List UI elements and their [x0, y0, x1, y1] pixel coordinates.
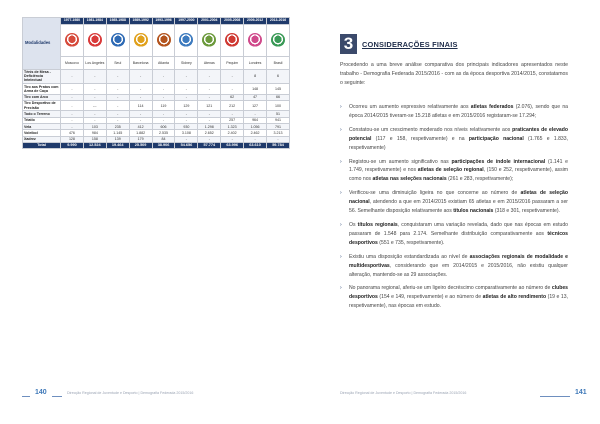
sport-name: Vela: [23, 123, 61, 129]
table-body: [23, 69, 290, 149]
right-page: [300, 0, 600, 424]
table-cell: -: [175, 69, 198, 84]
host-cities-row: [23, 57, 290, 69]
finding-text: , conquistaram uma variação revelada, dado que nas épocas em estudo passaram de 1.548 para 2.174. Semelhante distribuição comparativamente aos: [349, 221, 568, 237]
table-cell: -: [198, 111, 221, 117]
table-cell: -: [83, 111, 106, 117]
finding-text: (2.076), sendo que na época 2014/2015 tiveram-se 15.218 atletas e em 2015/2016 registaram-se 17.294;: [349, 104, 568, 119]
total-cell: 54.656: [175, 142, 198, 149]
total-cell: 25.509: [129, 142, 152, 149]
sport-name: Tiro aos Pratos com Arma de Caça: [24, 84, 59, 93]
finding-keyword: atletas de alto rendimento: [482, 294, 547, 301]
bullet-chevron-icon: ›: [340, 190, 342, 197]
period-header: 1997-2000: [175, 18, 198, 25]
footer-rule-left: [22, 396, 30, 397]
finding-text: Verificou-se uma diminuição ligeira no que concerne ao número de: [349, 190, 521, 197]
table-cell: 84: [152, 136, 175, 142]
table-cell: -: [152, 94, 175, 100]
modalities-table-wrap: [22, 17, 290, 149]
finding-text: (154 e 149, respetivamente) e ao número de: [377, 294, 483, 301]
period-header-row: [23, 18, 290, 25]
table-cell: -: [61, 123, 84, 129]
finding-text: (261 e 283, respetivamente);: [446, 176, 514, 183]
table-cell: -: [83, 84, 106, 94]
table-cell: 179: [129, 136, 152, 142]
table-cell: -: [221, 136, 244, 142]
table-cell: 103: [83, 123, 106, 129]
table-cell: 257: [221, 117, 244, 123]
finding-text: (551 e 735, respetivamente).: [377, 239, 445, 246]
table-cell: -: [152, 69, 175, 84]
table-cell: -: [106, 100, 129, 110]
finding-text: Os: [349, 221, 358, 228]
finding-text: Ocorreu um aumento expressivo relativamente aos: [349, 104, 471, 110]
sport-name: Todo o Terreno: [23, 111, 61, 117]
finding-keyword: técnicos desportivos: [349, 230, 568, 246]
table-cell: 1.882: [129, 130, 152, 136]
table-cell: 121: [198, 100, 221, 110]
bullet-chevron-icon: ›: [340, 221, 342, 228]
olympic-emblem-icon: [202, 33, 216, 47]
olympic-emblem-icon: [65, 33, 79, 47]
sport-name: Tiro com Arco: [23, 94, 61, 100]
table-cell: 930: [175, 123, 198, 129]
finding-text: , considerando que em 2014/2015 e 2015/2016, não existiu qualquer alteração, mantendo-se as 29 associações.: [349, 262, 568, 278]
finding-keyword: praticantes de elevado potencial: [349, 126, 568, 142]
bullet-chevron-icon: ›: [340, 104, 342, 110]
olympic-logo-cell: [106, 25, 129, 57]
finding-item: [340, 221, 568, 248]
table-cell: -: [175, 136, 198, 142]
findings-list: [340, 103, 568, 311]
finding-item: [340, 189, 568, 216]
finding-item: [340, 253, 568, 280]
footer-text-left: Direcção Regional de Juventude e Desporto | Demografia Federada 2015/2016: [67, 391, 194, 395]
table-cell: 114: [129, 100, 152, 110]
table-row: [23, 100, 290, 110]
bullet-chevron-icon: ›: [340, 126, 342, 133]
table-cell: -: [267, 136, 290, 142]
finding-item: [340, 284, 568, 311]
finding-text: , (150 e 252, respetivamente), assim como nos: [349, 167, 569, 183]
olympic-logo-cell: [152, 25, 175, 57]
finding-text: Existiu uma disposição estandardizada ao nível de: [349, 253, 470, 260]
table-cell: 6: [267, 69, 290, 84]
table-cell: 2.462: [244, 130, 267, 136]
table-cell: -: [106, 111, 129, 117]
table-cell: -: [221, 84, 244, 94]
finding-keyword: títulos regionais: [357, 221, 398, 228]
section-header: [340, 34, 458, 54]
table-cell: -: [152, 117, 175, 123]
olympic-emblem-icon: [248, 33, 262, 47]
olympic-logo-cell: [198, 25, 221, 57]
table-cell: 964: [244, 117, 267, 123]
table-cell: 127: [244, 100, 267, 110]
table-cell: -: [129, 117, 152, 123]
table-corner-label: Modalidades: [23, 18, 61, 70]
period-header: 1985-1988: [106, 18, 129, 25]
table-cell: -: [106, 117, 129, 123]
table-cell: 606: [152, 123, 175, 129]
page-number-left: 140: [35, 389, 47, 396]
period-header: 2001-2004: [198, 18, 221, 25]
table-cell: 1.145: [106, 130, 129, 136]
table-cell: 3.213: [267, 130, 290, 136]
finding-keyword: participação nacional: [468, 135, 524, 142]
table-cell: 212: [221, 100, 244, 110]
finding-text: (318 e 301, respetivamente).: [493, 208, 560, 215]
total-cell: 59.784: [267, 142, 290, 149]
finding-keyword: atletas nas seleções nacionais: [372, 176, 447, 183]
finding-keyword: clubes desportivos: [349, 285, 568, 301]
table-cell: 51: [267, 111, 290, 117]
period-header: 1989-1992: [129, 18, 152, 25]
host-city: Sidney: [175, 57, 198, 69]
olympic-logo-cell: [244, 25, 267, 57]
olympic-emblem-icon: [271, 33, 285, 47]
host-city: Seul: [106, 57, 129, 69]
host-city: Los Angeles: [83, 57, 106, 69]
table-cell: -: [152, 84, 175, 94]
table-cell: -: [221, 69, 244, 84]
table-cell: 119: [152, 100, 175, 110]
table-cell: 148: [244, 84, 267, 94]
table-row: [23, 84, 290, 94]
total-row: [23, 142, 290, 149]
finding-text: (117 e 158, respetivamente) e na: [371, 135, 469, 142]
olympic-emblem-icon: [134, 33, 148, 47]
total-cell: 19.464: [106, 142, 129, 149]
modalities-table: [22, 17, 290, 149]
host-city: Brasil: [267, 57, 290, 69]
olympic-emblem-icon: [179, 33, 193, 47]
period-header: 1977-1980: [61, 18, 84, 25]
finding-keyword: atletas de seleção nacional: [349, 190, 568, 206]
finding-keyword: participações de índole internacional: [451, 158, 546, 165]
host-city: Barcelona: [129, 57, 152, 69]
olympic-logos-row: [23, 25, 290, 57]
table-cell: 100: [267, 100, 290, 110]
table-row: [23, 69, 290, 84]
table-cell: -: [61, 117, 84, 123]
table-cell: -: [106, 94, 129, 100]
finding-keyword: títulos nacionais: [453, 208, 494, 215]
table-cell: 791: [267, 123, 290, 129]
finding-text: , atendendo a que em 2014/2015 existiam 65 atletas e em 2015/2016 passaram a ser 56. Semelhante disposição relativamente aos: [349, 199, 568, 215]
table-cell: 2.652: [198, 130, 221, 136]
finding-text: No panorama regional, aferiu-se um ligeiro decréscimo comparativamente ao número de: [349, 285, 552, 292]
finding-keyword: atletas de seleção regional: [417, 167, 484, 174]
table-cell: -: [61, 84, 84, 94]
period-header: 2005-2008: [221, 18, 244, 25]
finding-text: (1.765 e 1.833, respetivamente): [349, 135, 568, 151]
table-cell: -: [175, 94, 198, 100]
section-title: CONSIDERAÇÕES FINAIS: [362, 39, 458, 49]
host-city: Pequim: [221, 57, 244, 69]
table-cell: 1.056: [244, 123, 267, 129]
table-cell: 145: [267, 84, 290, 94]
finding-item: [340, 126, 568, 153]
table-cell: -: [61, 94, 84, 100]
olympic-logo-cell: [129, 25, 152, 57]
finding-text: Constatou-se um crescimento moderado nos níveis relativamente aos: [349, 126, 513, 133]
host-city: Atenas: [198, 57, 221, 69]
footer-text-right: Direcção Regional de Juventude e Desporto | Demografia Federada 2015/2016: [340, 391, 467, 395]
table-cell: -: [175, 111, 198, 117]
host-city: Atlanta: [152, 57, 175, 69]
table-cell: ---: [83, 100, 106, 110]
finding-text: (1.141 e 1.749, respetivamente) e nos: [349, 158, 569, 174]
finding-text: Registou-se um aumento significativo nas: [349, 158, 452, 165]
total-cell: 12.524: [83, 142, 106, 149]
table-cell: -: [198, 117, 221, 123]
bullet-chevron-icon: ›: [340, 285, 342, 292]
sport-name: Ténis de Mesa - Deficiência Intelectual: [23, 69, 61, 84]
table-cell: -: [61, 100, 84, 110]
olympic-logo-cell: [267, 25, 290, 57]
table-cell: -: [129, 84, 152, 94]
table-cell: -: [198, 69, 221, 84]
bullet-chevron-icon: ›: [340, 253, 342, 260]
table-cell: 139: [106, 136, 129, 142]
olympic-logo-cell: [175, 25, 198, 57]
olympic-emblem-icon: [225, 33, 239, 47]
total-cell: 9.990: [61, 142, 84, 149]
table-cell: -: [244, 136, 267, 142]
table-cell: 129: [175, 100, 198, 110]
table-cell: 235: [106, 123, 129, 129]
table-cell: 66: [267, 94, 290, 100]
table-cell: 2.535: [152, 130, 175, 136]
olympic-emblem-icon: [88, 33, 102, 47]
table-cell: 1.298: [198, 123, 221, 129]
table-cell: 62: [221, 94, 244, 100]
table-cell: -: [244, 111, 267, 117]
finding-item: [340, 103, 568, 121]
total-cell: 63.610: [244, 142, 267, 149]
table-cell: 158: [83, 136, 106, 142]
host-city: Londres: [244, 57, 267, 69]
finding-item: [340, 158, 568, 185]
table-cell: 2.402: [221, 130, 244, 136]
table-cell: -: [106, 69, 129, 84]
table-cell: 984: [83, 130, 106, 136]
olympic-logo-cell: [221, 25, 244, 57]
table-cell: -: [106, 84, 129, 94]
table-cell: 1.323: [221, 123, 244, 129]
total-cell: 57.774: [198, 142, 221, 149]
sport-name: Xadrez: [23, 136, 61, 142]
table-cell: 3.108: [175, 130, 198, 136]
table-cell: -: [129, 94, 152, 100]
total-cell: 38.906: [152, 142, 175, 149]
table-cell: 8: [244, 69, 267, 84]
footer-rule-right: [540, 396, 570, 397]
olympic-logo-cell: [83, 25, 106, 57]
footer-rule-left-2: [52, 396, 62, 397]
total-cell: 63.996: [221, 142, 244, 149]
table-cell: 476: [61, 130, 84, 136]
olympic-logo-cell: [61, 25, 84, 57]
host-city: Moscovo: [61, 57, 84, 69]
table-cell: -: [83, 94, 106, 100]
table-cell: -: [61, 69, 84, 84]
table-cell: -: [83, 117, 106, 123]
bullet-chevron-icon: ›: [340, 158, 342, 165]
table-cell: 412: [129, 123, 152, 129]
table-cell: -: [198, 84, 221, 94]
period-header: 1981-1984: [83, 18, 106, 25]
olympic-emblem-icon: [157, 33, 171, 47]
sport-name: Triatlo: [23, 117, 61, 123]
table-cell: -: [129, 69, 152, 84]
finding-text: (19 e 13, respetivamente), nas épocas em estudo.: [349, 294, 568, 310]
sport-name: Tiro Desportivo de Precisão: [23, 100, 61, 110]
table-cell: -: [129, 111, 152, 117]
table-cell: -: [61, 111, 84, 117]
olympic-emblem-icon: [111, 33, 125, 47]
table-cell: 941: [267, 117, 290, 123]
table-cell: -: [152, 111, 175, 117]
table-cell: -: [198, 136, 221, 142]
period-header: 2009-2012: [244, 18, 267, 25]
table-cell: -: [175, 84, 198, 94]
table-cell: 128: [61, 136, 84, 142]
table-cell: -: [83, 69, 106, 84]
intro-paragraph: Procedendo a uma breve análise comparativa dos principais indicadores apresentados neste trabalho - Demografia Federada 2015/2016 - com as da época desportiva 2014/2015, constatamos o seguinte:: [340, 62, 568, 87]
period-header: 1993-1996: [152, 18, 175, 25]
table-cell: 47: [244, 94, 267, 100]
table-cell: -: [175, 117, 198, 123]
finding-keyword: atletas federados: [470, 104, 514, 110]
table-cell: -: [198, 94, 221, 100]
sport-name: Voleibol: [23, 130, 61, 136]
period-header: 2013-2016: [267, 18, 290, 25]
finding-keyword: associações regionais de modalidade e multidesportivas: [349, 253, 568, 269]
table-cell: -: [221, 111, 244, 117]
page-number-right: 141: [575, 389, 587, 396]
total-label: Total: [23, 142, 61, 149]
section-number: 3: [340, 34, 357, 54]
